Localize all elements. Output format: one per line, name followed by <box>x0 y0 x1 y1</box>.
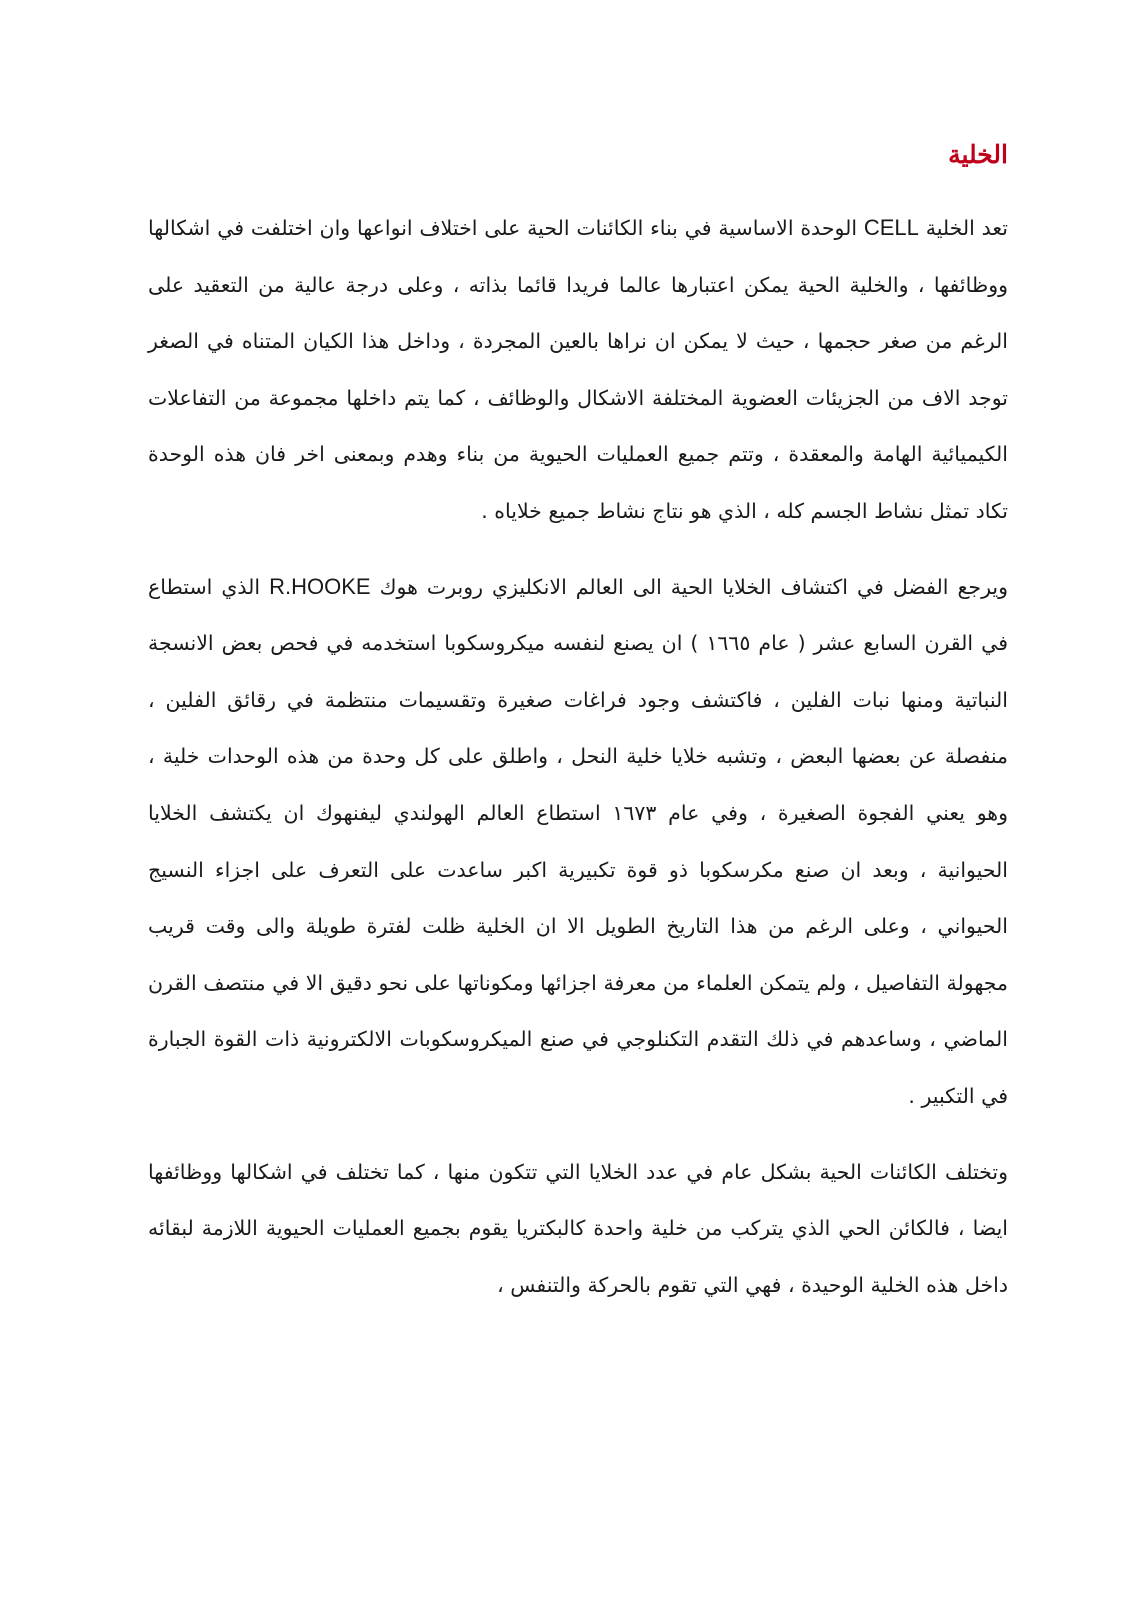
paragraph-text-before: تعد الخلية <box>918 216 1008 240</box>
paragraph-text-before: ويرجع الفضل في اكتشاف الخلايا الحية الى العالم الانكليزي روبرت هوك <box>370 574 1008 599</box>
english-term-hooke: R.HOOKE <box>269 573 371 599</box>
english-term-cell: CELL <box>863 215 919 240</box>
paragraph-text-after: الذي استطاع في القرن السابع عشر ( عام ١٦٦٥ ) ان يصنع لنفسه ميكروسكوبا استخدمه في فحص بعض الانسجة النباتية ومنها نبات الفلين ، فاكتشف وجود فراغات صغيرة وتقسيمات منتظمة في رقائق الفلين ، منفصلة عن بعضها البعض ، وتشبه خلايا خلية النحل ، واطلق على كل وحدة من هذه الوحدات خلية ، وهو يعني الفجوة الصغيرة ، وفي عام ١٦٧٣ استطاع العالم الهولندي ليفنهوك ان يكتشف الخلايا الحيوانية ، وبعد ان صنع مكرسكوبا ذو قوة تكبيرية اكبر ساعدت على التعرف على اجزاء النسيج الحيواني ، وعلى الرغم من هذا التاريخ الطويل الا ان الخلية ظلت لفترة طويلة والى وقت قريب مجهولة التفاصيل ، ولم يتمكن العلماء من معرفة اجزائها ومكوناتها على نحو دقيق الا في منتصف القرن الماضي ، وساعدهم في ذلك التقدم التكنلوجي في صنع الميكروسكوبات الالكترونية ذات القوة الجبارة في التكبير . <box>148 574 1008 1108</box>
paragraph-organism-cells <box>148 1144 1008 1314</box>
page-title: الخلية <box>948 140 1008 169</box>
paragraph-cell-definition <box>148 200 1008 540</box>
paragraph-text: وتختلف الكائنات الحية بشكل عام في عدد الخلايا التي تتكون منها ، كما تختلف في اشكالها ووظائفها ايضا ، فالكائن الحي الذي يتركب من خلية واحدة كالبكتريا يقوم بجميع العمليات الحيوية اللازمة لبقائه داخل هذه الخلية الوحيدة ، فهي التي تقوم بالحركة والتنفس ، <box>148 1159 1008 1297</box>
document-page <box>148 132 1008 1572</box>
paragraph-cell-history <box>148 559 1008 1125</box>
paragraph-text-after: الوحدة الاساسية في بناء الكائنات الحية على اختلاف انواعها وان اختلفت في اشكالها ووظائفها ، والخلية الحية يمكن اعتبارها عالما فريدا قائما بذاته ، وعلى درجة عالية من التعقيد على الرغم من صغر حجمها ، حيث لا يمكن ان نراها بالعين المجردة ، وداخل هذا الكيان المتناه في الصغر توجد الاف من الجزيئات العضوية المختلفة الاشكال والوظائف ، كما يتم داخلها مجموعة من التفاعلات الكيميائية الهامة والمعقدة ، وتتم جميع العمليات الحيوية من بناء وهدم وبمعنى اخر فان هذه الوحدة تكاد تمثل نشاط الجسم كله ، الذي هو نتاج نشاط جميع خلاياه . <box>148 216 1008 523</box>
